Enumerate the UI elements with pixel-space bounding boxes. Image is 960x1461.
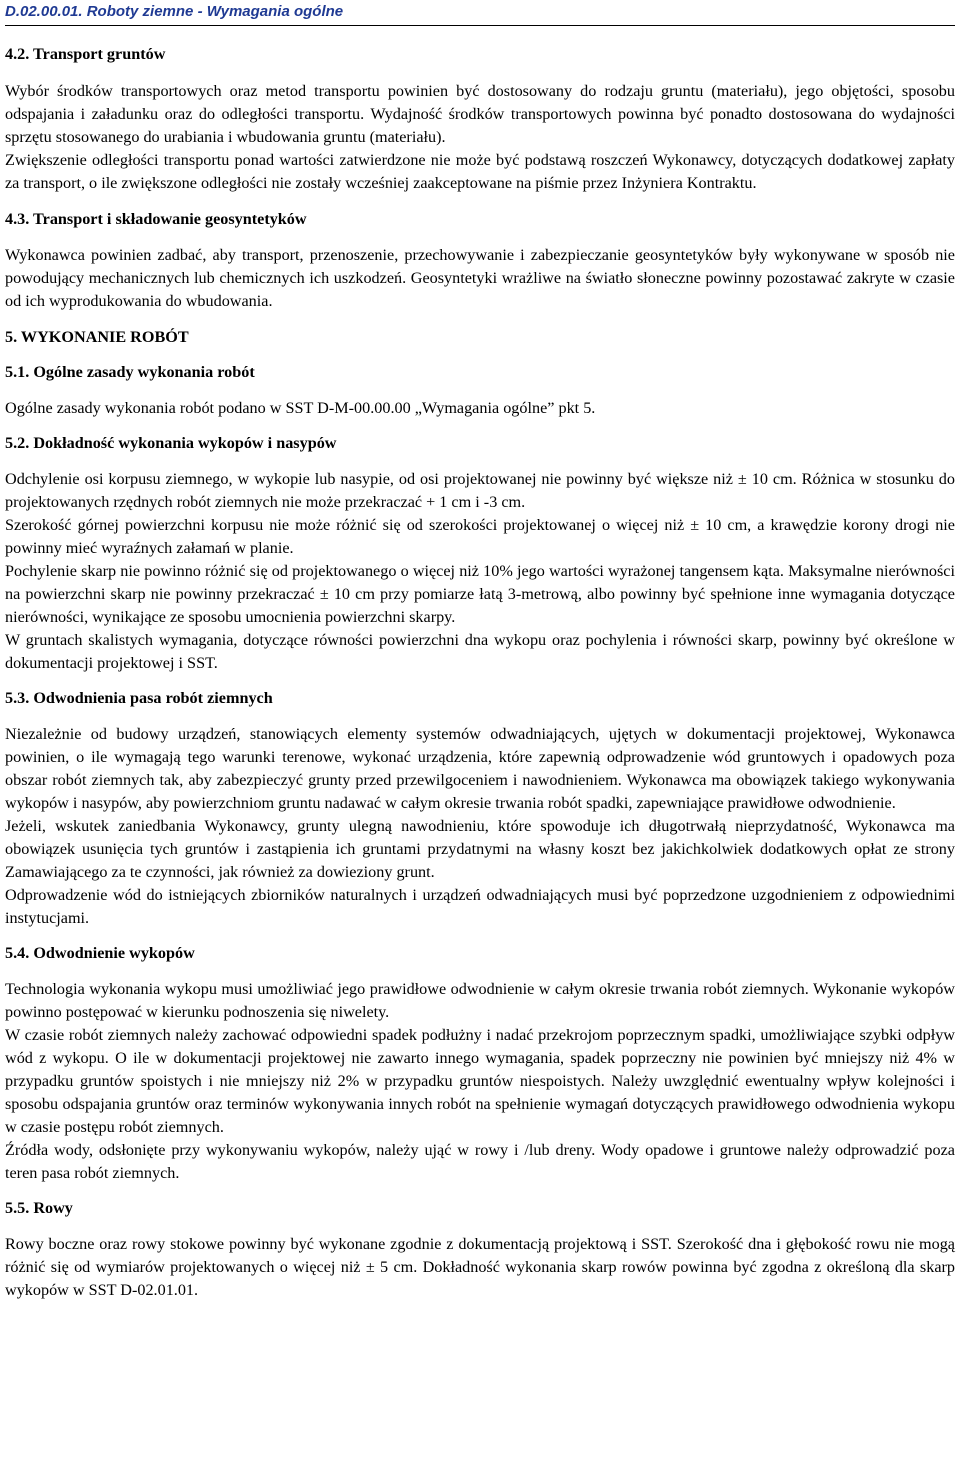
section-5-4-title: 5.4. Odwodnienie wykopów <box>5 944 195 962</box>
page-header: D.02.00.01. Roboty ziemne - Wymagania ogólne <box>5 2 955 26</box>
section-5-2-title: 5.2. Dokładność wykonania wykopów i nasypów <box>5 434 337 452</box>
section-5-2-paragraph-2: Szerokość górnej powierzchni korpusu nie może różnić się od szerokości projektowanej o więcej niż ± 10 cm, a krawędzie korony drogi nie powinny mieć wyraźnych załamań w planie. <box>5 516 955 557</box>
section-5-5-title: 5.5. Rowy <box>5 1199 73 1217</box>
section-5-2-paragraph-4: W gruntach skalistych wymagania, dotyczące równości powierzchni dna wykopu oraz pochylenia i równości skarp, powinny być określone w dokumentacji projektowej i SST. <box>5 631 955 672</box>
section-5-5-paragraph-1: Rowy boczne oraz rowy stokowe powinny być wykonane zgodnie z dokumentacją projektową i SST. Szerokość dna i głębokość rowu nie mogą różnić się od wymiarów projektowanych o więcej niż ± 5 cm. Dokładność wykonania skarp rowów powinna być zgodna z określoną dla skarp wykopów w SST D-02.01.01. <box>5 1235 955 1299</box>
section-5 <box>5 326 955 349</box>
section-5-3-title: 5.3. Odwodnienia pasa robót ziemnych <box>5 689 273 707</box>
section-5-1-paragraph-1: Ogólne zasady wykonania robót podano w SST D-M-00.00.00 „Wymagania ogólne” pkt 5. <box>5 399 596 417</box>
document-page <box>5 0 955 1302</box>
section-5-2-paragraph-3: Pochylenie skarp nie powinno różnić się od projektowanego o więcej niż 10% jego wartości wyrażonej tangensem kąta. Maksymalne nierówności na powierzchni skarp nie powinny przekraczać ± 10 cm przy pomiarze łatą 3-metrową, albo powinny być spełnione inne wymagania dotyczące nierówności, wynikające ze sposobu umocnienia powierzchni skarpy. <box>5 562 955 626</box>
section-4-2-text-1a: Wybór środków transportowych oraz metod transportu powinien być dostosowany do rodzaju gruntu (materiału), jego objętości, sposobu odspajania i załadunku oraz do odległości transportu. <box>5 82 955 123</box>
section-5-1-title: 5.1. Ogólne zasady wykonania robót <box>5 363 255 381</box>
section-4-3-title: 4.3. Transport i składowanie geosyntetyków <box>5 210 307 228</box>
section-5-4-paragraph-3: Źródła wody, odsłonięte przy wykonywaniu wykopów, należy ująć w rowy i /lub dreny. Wody opadowe i gruntowe należy odprowadzić poza teren pasa robót ziemnych. <box>5 1141 955 1182</box>
section-5-4-paragraph-1: Technologia wykonania wykopu musi umożliwiać jego prawidłowe odwodnienie w całym okresie trwania robót ziemnych. Wykonanie wykopów powinno postępować w kierunku podnoszenia się niwelety. <box>5 980 955 1021</box>
section-5-5 <box>5 1197 955 1302</box>
section-4-2-paragraph-2: Zwiększenie odległości transportu ponad wartości zatwierdzone nie może być podstawą roszczeń Wykonawcy, dotyczących dodatkowej zapłaty za transport, o ile zwiększone odległości nie zostały wcześniej zaakceptowane na piśmie przez Inżyniera Kontraktu. <box>5 151 955 192</box>
section-5-3-paragraph-1: Niezależnie od budowy urządzeń, stanowiących elementy systemów odwadniających, ujętych w dokumentacji projektowej, Wykonawca powinien, o ile wymagają tego warunki terenowe, wykonać urządzenia, które zapewnią odprowadzenie wód gruntowych i opadowych poza obszar robót ziemnych tak, aby zabezpieczyć grunty przed przewilgoceniem i nawodnieniem. Wykonawca ma obowiązek takiego wykonywania wykopów i nasypów, aby powierzchniom gruntu nadawać w całym okresie trwania robót spadki, zapewniające prawidłowe odwodnienie. <box>5 725 955 812</box>
section-5-3-paragraph-3: Odprowadzenie wód do istniejących zbiorników naturalnych i urządzeń odwadniających musi być poprzedzone uzgodnieniem z odpowiednimi instytucjami. <box>5 886 955 927</box>
section-5-4-paragraph-2: W czasie robót ziemnych należy zachować odpowiedni spadek podłużny i nadać przekrojom poprzecznym spadki, umożliwiające szybki odpływ wód z wykopu. O ile w dokumentacji projektowej nie zawarto innego wymagania, spadek poprzeczny nie powinien być mniejszy niż 4% w przypadku gruntów spoistych i nie mniejszy niż 2% w przypadku gruntów niespoistych. Należy uwzględnić ewentualny wpływ kolejności i sposobu odspajania gruntów oraz terminów wykonywania innych robót na spełnienie wymagań dotyczących prawidłowego odwodnienia wykopu w czasie postępu robót ziemnych. <box>5 1026 955 1136</box>
section-5-3-paragraph-2: Jeżeli, wskutek zaniedbania Wykonawcy, grunty ulegną nawodnieniu, które spowoduje ich długotrwałą nieprzydatność, Wykonawca ma obowiązek usunięcia tych gruntów i zastąpienia ich gruntami przydatnymi na własny koszt bez jakichkolwiek dodatkowych opłat ze strony Zamawiającego za te czynności, jak również za dowieziony grunt. <box>5 817 955 881</box>
section-5-2 <box>5 432 955 675</box>
section-5-title: 5. WYKONANIE ROBÓT <box>5 328 189 346</box>
section-5-4 <box>5 942 955 1185</box>
section-5-1 <box>5 361 955 420</box>
section-4-2-title: 4.2. Transport gruntów <box>5 45 166 63</box>
section-4-3 <box>5 208 955 313</box>
section-4-3-paragraph-1: Wykonawca powinien zadbać, aby transport, przenoszenie, przechowywanie i zabezpieczanie geosyntetyków były wykonywane w sposób nie powodujący mechanicznych lub chemicznych ich uszkodzeń. Geosyntetyki wrażliwe na światło słoneczne powinny pozostawać zakryte w czasie od ich wyprodukowania do wbudowania. <box>5 246 955 310</box>
section-4-2 <box>5 43 955 195</box>
section-5-3 <box>5 687 955 930</box>
section-4-2-text-1b: Wydajność środków transportowych powinna być ponadto dostosowana do wydajności sprzętu stosowanego do urabiania i wbudowania gruntu (materiału). <box>5 105 955 146</box>
section-5-2-paragraph-1: Odchylenie osi korpusu ziemnego, w wykopie lub nasypie, od osi projektowanej nie powinny być większe niż ± 10 cm. Różnica w stosunku do projektowanych rzędnych robót ziemnych nie może przekraczać + 1 cm i -3 cm. <box>5 470 955 511</box>
section-4-2-paragraph-1 <box>5 80 955 149</box>
